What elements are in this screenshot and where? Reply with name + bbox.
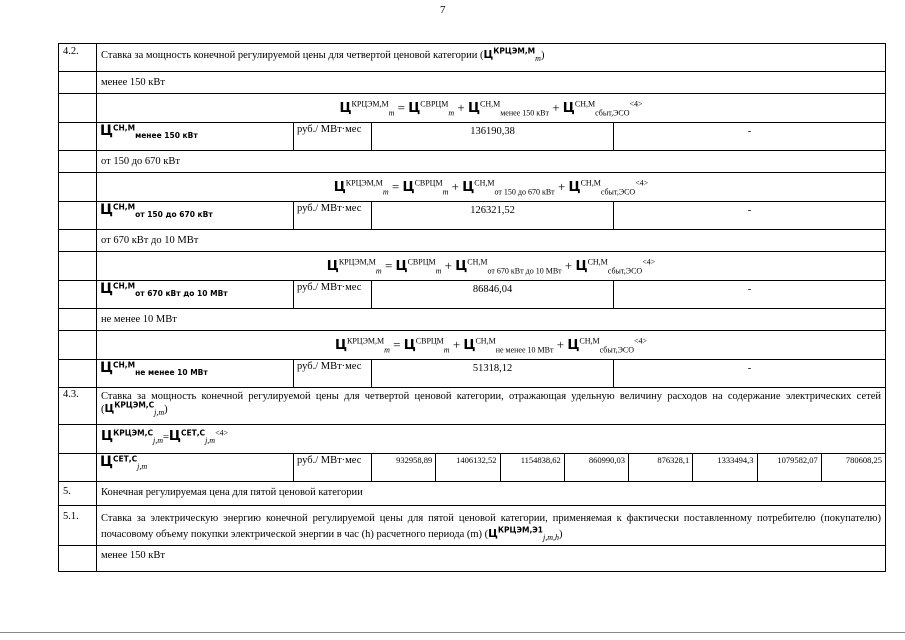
formula: $Ц^{КРЦЭМ,М}_m = Ц^{СВРЦМ}_m + Ц^{СН,М}_{от 150 до 670 кВт} + Ц^{СН,М}_{сбыт,ЭСО}^{<4>}$: [333, 178, 649, 197]
value-row: $Ц^{СЕТ,С}_{j,m}$ руб./ МВт·мес 932958,89 1406132,52 1154838,62 860990,03 876328,1 1333494,3 1079582,07 780608,25: [97, 454, 885, 481]
row-number: 4.3.: [59, 387, 97, 481]
value: 932958,89: [371, 454, 435, 481]
band-label: от 150 до 670 кВт: [101, 156, 180, 167]
band-label: менее 150 кВт: [101, 550, 165, 561]
row-number: 4.2.: [59, 44, 97, 71]
block-4-2: [59, 71, 885, 229]
row-text: Конечная регулируемая цена для пятой ценовой категории: [101, 487, 363, 498]
band-label: менее 150 кВт: [101, 77, 165, 88]
formula: $Ц^{КРЦЭМ,М}_m = Ц^{СВРЦМ}_m + Ц^{СН,М}_{менее 150 кВт} + Ц^{СН,М}_{сбыт,ЭСО}^{<4>}$: [339, 99, 643, 118]
value-row: $Ц^{СН,М}_{от 670 кВт до 10 МВт}$ руб./ МВт·мес 86846,04 -: [97, 281, 885, 308]
block-5-1: [59, 505, 885, 571]
value-row: $Ц^{СН,М}_{менее 150 кВт}$ руб./ МВт·мес 136190,38 -: [97, 123, 885, 150]
block-4-3: [59, 387, 885, 481]
row-number: 5.: [59, 482, 97, 505]
value: 126321,52: [470, 205, 515, 216]
row-4-2: [59, 44, 885, 71]
unit: руб./ МВт·мес: [293, 202, 371, 229]
value: 1154838,62: [500, 454, 564, 481]
unit: руб./ МВт·мес: [293, 360, 371, 387]
formula: $Ц^{КРЦЭМ,М}_m = Ц^{СВРЦМ}_m + Ц^{СН,М}_{не менее 10 МВт} + Ц^{СН,М}_{сбыт,ЭСО}^{<4>}$: [334, 336, 648, 355]
value: 1333494,3: [692, 454, 756, 481]
row-text: Ставка за мощность конечной регулируемой цены для четвертой ценовой категории, отражающая удельную величину расходов на содержание электрических сетей $(Ц^{КРЦЭМ,С}_{j,m})$: [101, 391, 881, 418]
block-4-2-cont: [59, 229, 885, 387]
value: 51318,12: [472, 363, 513, 374]
row-5: [59, 481, 885, 505]
band-label: не менее 10 МВт: [101, 314, 177, 325]
page-edge: [0, 632, 905, 634]
row-number: 5.1.: [59, 505, 97, 571]
value: 136190,38: [470, 126, 515, 137]
value: 86846,04: [472, 284, 513, 295]
value: 876328,1: [628, 454, 692, 481]
band-label: от 670 кВт до 10 МВт: [101, 235, 199, 246]
value: 860990,03: [564, 454, 628, 481]
value: 1079582,07: [757, 454, 821, 481]
value-row: $Ц^{СН,М}_{не менее 10 МВт}$ руб./ МВт·мес 51318,12 -: [97, 360, 885, 387]
value: 780608,25: [821, 454, 885, 481]
row-text: Ставка за мощность конечной регулируемой цены для четвертой ценовой категории $(Ц^{КРЦЭМ,М}_m)$: [101, 46, 545, 64]
value: 1406132,52: [435, 454, 499, 481]
value-row: $Ц^{СН,М}_{от 150 до 670 кВт}$ руб./ МВт·мес 126321,52 -: [97, 202, 885, 229]
formula: $Ц^{КРЦЭМ,М}_m = Ц^{СВРЦМ}_m + Ц^{СН,М}_{от 670 кВт до 10 МВт} + Ц^{СН,М}_{сбыт,ЭСО}^{<4>}$: [326, 257, 656, 276]
page-number: 7: [440, 4, 446, 16]
tariff-table: [58, 43, 886, 572]
unit: руб./ МВт·мес: [293, 281, 371, 308]
formula: $Ц^{КРЦЭМ,С}_{j,m}=Ц^{СЕТ,С}_{j,m}^{<4>}$: [101, 428, 229, 446]
unit: руб./ МВт·мес: [293, 123, 371, 150]
unit: руб./ МВт·мес: [293, 454, 371, 481]
row-text: Ставка за электрическую энергию конечной регулируемой цены для пятой ценовой категории, применяемая к фактически поставленному потребителю (покупателю) почасовому объему покупки электрической энергии в час (h) расчетного периода (m) $(Ц^{КРЦЭМ,Э1}_{j,m,h})$: [101, 513, 881, 542]
